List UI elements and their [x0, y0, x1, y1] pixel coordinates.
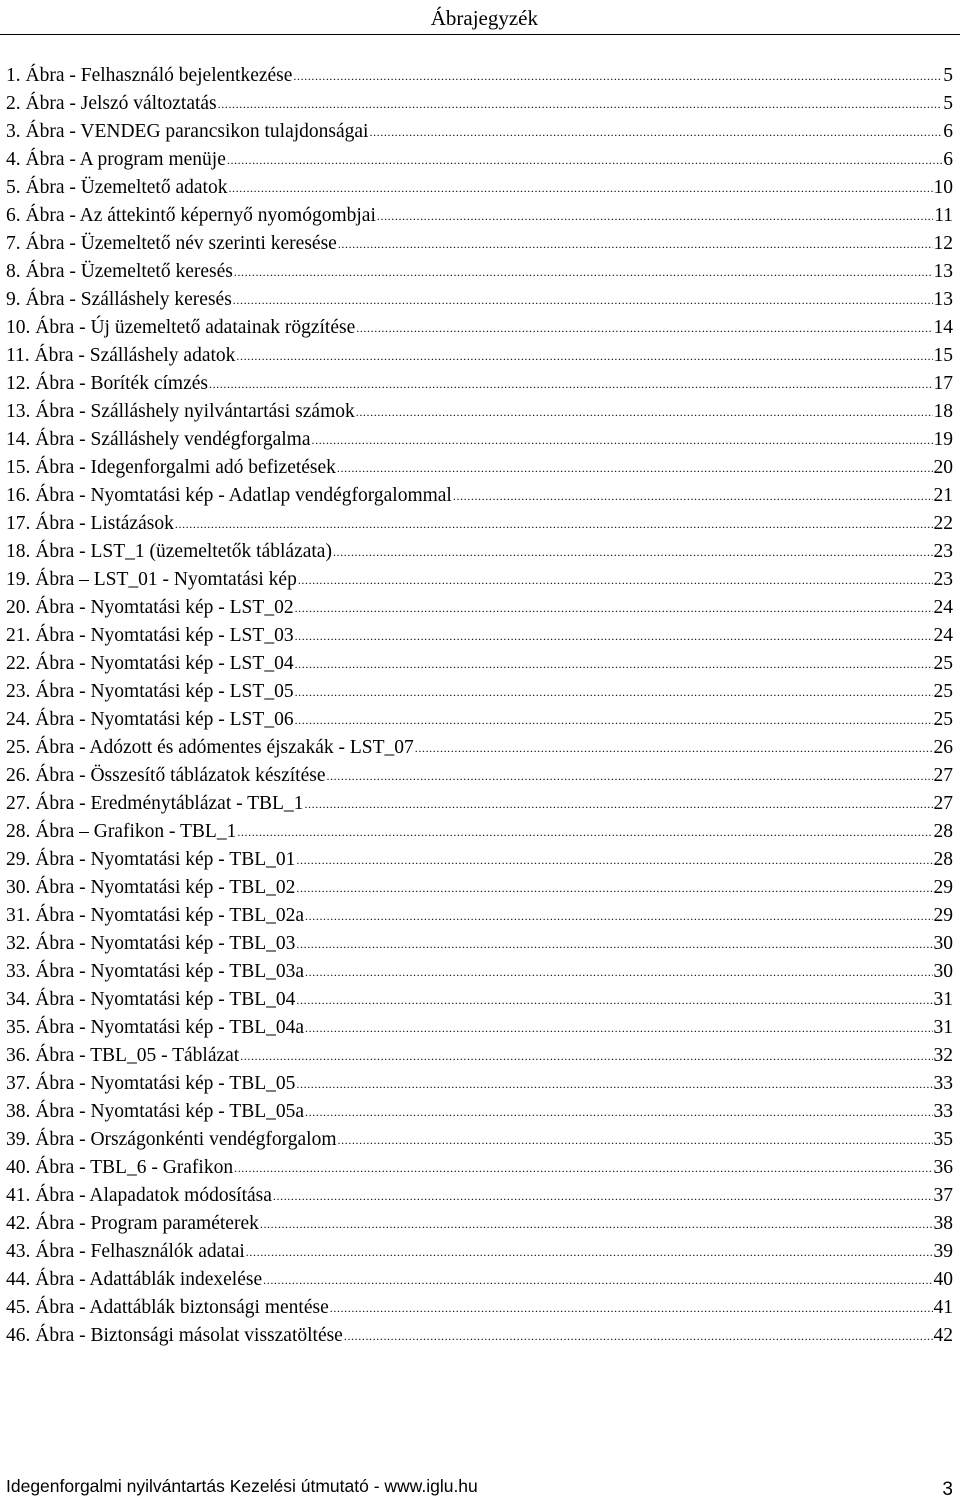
toc-dot-leader [295, 706, 933, 734]
toc-entry-page: 30 [933, 933, 953, 954]
toc-dot-leader [228, 174, 932, 202]
toc-entry-label: 13. Ábra - Szálláshely nyilvántartási számok [6, 401, 355, 422]
toc-entry-page: 37 [933, 1185, 953, 1206]
footer-page-number: 3 [942, 1479, 953, 1500]
table-of-figures [6, 62, 953, 1350]
toc-entry-page: 42 [933, 1325, 953, 1346]
toc-entry-label: 33. Ábra - Nyomtatási kép - TBL_03a [6, 961, 305, 982]
toc-dot-leader [296, 986, 932, 1014]
toc-entry-label: 10. Ábra - Új üzemeltető adatainak rögzítése [6, 317, 356, 338]
toc-entry-page: 27 [933, 765, 953, 786]
toc-dot-leader [298, 566, 933, 594]
toc-entry-page: 5 [943, 93, 953, 114]
toc-entry[interactable] [6, 622, 953, 650]
toc-dot-leader [273, 1182, 933, 1210]
toc-dot-leader [377, 202, 933, 230]
toc-entry[interactable] [6, 1070, 953, 1098]
toc-entry-page: 6 [943, 121, 953, 142]
toc-entry[interactable] [6, 1210, 953, 1238]
toc-entry-page: 32 [933, 1045, 953, 1066]
toc-entry-label: 45. Ábra - Adattáblák biztonsági mentése [6, 1297, 329, 1318]
toc-entry-page: 14 [933, 317, 953, 338]
toc-entry-label: 39. Ábra - Országonkénti vendégforgalom [6, 1129, 337, 1150]
toc-entry[interactable] [6, 846, 953, 874]
toc-entry-page: 31 [933, 989, 953, 1010]
toc-dot-leader [305, 1014, 932, 1042]
toc-entry-page: 12 [933, 233, 953, 254]
toc-dot-leader [369, 118, 942, 146]
toc-dot-leader [233, 286, 933, 314]
toc-dot-leader [338, 230, 933, 258]
toc-entry-page: 29 [933, 905, 953, 926]
toc-entry[interactable] [6, 230, 953, 258]
toc-entry[interactable] [6, 482, 953, 510]
toc-entry-label: 4. Ábra - A program menüje [6, 149, 226, 170]
toc-dot-leader [305, 902, 932, 930]
toc-dot-leader [333, 538, 933, 566]
toc-entry[interactable] [6, 650, 953, 678]
toc-dot-leader [453, 482, 933, 510]
toc-dot-leader [234, 258, 933, 286]
toc-entry-page: 38 [933, 1213, 953, 1234]
toc-entry-label: 11. Ábra - Szálláshely adatok [6, 345, 236, 366]
toc-dot-leader [296, 846, 932, 874]
toc-entry-page: 25 [933, 653, 953, 674]
toc-entry[interactable] [6, 1098, 953, 1126]
toc-entry-page: 5 [943, 65, 953, 86]
toc-entry[interactable] [6, 678, 953, 706]
toc-entry-page: 28 [933, 821, 953, 842]
toc-entry-page: 6 [943, 149, 953, 170]
toc-dot-leader [246, 1238, 933, 1266]
toc-entry-page: 22 [933, 513, 953, 534]
toc-entry[interactable] [6, 538, 953, 566]
toc-entry-label: 30. Ábra - Nyomtatási kép - TBL_02 [6, 877, 296, 898]
toc-entry-label: 36. Ábra - TBL_05 - Táblázat [6, 1045, 240, 1066]
toc-entry-label: 12. Ábra - Boríték címzés [6, 373, 208, 394]
toc-entry[interactable] [6, 1238, 953, 1266]
toc-dot-leader [218, 90, 943, 118]
toc-entry-page: 20 [933, 457, 953, 478]
toc-entry-label: 19. Ábra – LST_01 - Nyomtatási kép [6, 569, 297, 590]
toc-entry[interactable] [6, 90, 953, 118]
toc-entry[interactable] [6, 286, 953, 314]
toc-entry[interactable] [6, 566, 953, 594]
toc-entry-label: 26. Ábra - Összesítő táblázatok készítése [6, 765, 326, 786]
toc-entry-label: 25. Ábra - Adózott és adómentes éjszakák - LST_07 [6, 737, 414, 758]
toc-entry-page: 11 [934, 205, 953, 226]
toc-entry[interactable] [6, 874, 953, 902]
toc-entry-label: 5. Ábra - Üzemeltető adatok [6, 177, 228, 198]
toc-entry-label: 7. Ábra - Üzemeltető név szerinti keresése [6, 233, 337, 254]
toc-entry-label: 18. Ábra - LST_1 (üzemeltetők táblázata) [6, 541, 332, 562]
toc-entry-page: 33 [933, 1073, 953, 1094]
toc-entry[interactable] [6, 258, 953, 286]
toc-entry[interactable] [6, 958, 953, 986]
toc-entry-page: 25 [933, 709, 953, 730]
toc-entry-label: 24. Ábra - Nyomtatási kép - LST_06 [6, 709, 294, 730]
toc-entry-page: 17 [933, 373, 953, 394]
toc-entry[interactable] [6, 734, 953, 762]
toc-entry-label: 17. Ábra - Listázások [6, 513, 174, 534]
toc-entry-label: 46. Ábra - Biztonsági másolat visszatöltése [6, 1325, 343, 1346]
header-divider [0, 34, 960, 35]
toc-dot-leader [295, 650, 933, 678]
toc-entry-label: 28. Ábra – Grafikon - TBL_1 [6, 821, 237, 842]
toc-dot-leader [296, 930, 932, 958]
toc-dot-leader [227, 146, 942, 174]
toc-entry[interactable] [6, 398, 953, 426]
toc-entry-page: 36 [933, 1157, 953, 1178]
toc-entry-page: 19 [933, 429, 953, 450]
toc-dot-leader [338, 1126, 933, 1154]
toc-dot-leader [304, 790, 932, 818]
toc-entry-page: 18 [933, 401, 953, 422]
toc-entry[interactable] [6, 1294, 953, 1322]
toc-entry-page: 29 [933, 877, 953, 898]
toc-entry-label: 21. Ábra - Nyomtatási kép - LST_03 [6, 625, 294, 646]
toc-entry-page: 27 [933, 793, 953, 814]
toc-dot-leader [305, 958, 932, 986]
toc-dot-leader [344, 1322, 933, 1350]
toc-entry-label: 41. Ábra - Alapadatok módosítása [6, 1185, 272, 1206]
toc-entry[interactable] [6, 1126, 953, 1154]
toc-dot-leader [296, 1070, 932, 1098]
toc-entry-page: 31 [933, 1017, 953, 1038]
toc-entry-label: 14. Ábra - Szálláshely vendégforgalma [6, 429, 311, 450]
toc-entry-label: 32. Ábra - Nyomtatási kép - TBL_03 [6, 933, 296, 954]
toc-dot-leader [237, 818, 932, 846]
toc-dot-leader [236, 342, 932, 370]
toc-entry-label: 34. Ábra - Nyomtatási kép - TBL_04 [6, 989, 296, 1010]
toc-entry[interactable] [6, 314, 953, 342]
toc-entry-page: 40 [933, 1269, 953, 1290]
toc-entry-label: 16. Ábra - Nyomtatási kép - Adatlap vendégforgalommal [6, 485, 452, 506]
toc-dot-leader [175, 510, 933, 538]
toc-entry-label: 29. Ábra - Nyomtatási kép - TBL_01 [6, 849, 296, 870]
toc-dot-leader [263, 1266, 932, 1294]
toc-dot-leader [295, 678, 933, 706]
toc-entry-label: 3. Ábra - VENDEG parancsikon tulajdonságai [6, 121, 369, 142]
toc-dot-leader [295, 622, 933, 650]
toc-dot-leader [260, 1210, 933, 1238]
toc-dot-leader [296, 874, 932, 902]
toc-entry[interactable] [6, 1182, 953, 1210]
toc-entry[interactable] [6, 426, 953, 454]
toc-dot-leader [295, 594, 933, 622]
toc-entry[interactable] [6, 594, 953, 622]
toc-entry-page: 35 [933, 1129, 953, 1150]
toc-entry[interactable] [6, 818, 953, 846]
toc-entry[interactable] [6, 1014, 953, 1042]
toc-entry-page: 25 [933, 681, 953, 702]
toc-dot-leader [240, 1042, 932, 1070]
toc-entry[interactable] [6, 1042, 953, 1070]
toc-entry[interactable] [6, 62, 953, 90]
toc-entry-page: 41 [933, 1297, 953, 1318]
toc-dot-leader [415, 734, 933, 762]
toc-entry[interactable] [6, 202, 953, 230]
toc-entry-label: 38. Ábra - Nyomtatási kép - TBL_05a [6, 1101, 305, 1122]
footer-text: Idegenforgalmi nyilvántartás Kezelési útmutató - www.iglu.hu [6, 1476, 478, 1496]
toc-dot-leader [209, 370, 933, 398]
toc-entry-label: 1. Ábra - Felhasználó bejelentkezése [6, 65, 293, 86]
toc-entry[interactable] [6, 930, 953, 958]
toc-entry[interactable] [6, 118, 953, 146]
toc-entry-label: 44. Ábra - Adattáblák indexelése [6, 1269, 263, 1290]
toc-dot-leader [356, 314, 932, 342]
toc-entry-label: 6. Ábra - Az áttekintő képernyő nyomógombjai [6, 205, 376, 226]
toc-entry[interactable] [6, 342, 953, 370]
toc-dot-leader [330, 1294, 933, 1322]
toc-entry-label: 9. Ábra - Szálláshely keresés [6, 289, 232, 310]
toc-dot-leader [293, 62, 942, 90]
toc-entry-label: 20. Ábra - Nyomtatási kép - LST_02 [6, 597, 294, 618]
toc-entry-page: 39 [933, 1241, 953, 1262]
toc-entry[interactable] [6, 146, 953, 174]
toc-entry-label: 15. Ábra - Idegenforgalmi adó befizetések [6, 457, 336, 478]
toc-entry[interactable] [6, 454, 953, 482]
toc-dot-leader [326, 762, 932, 790]
toc-entry-label: 27. Ábra - Eredménytáblázat - TBL_1 [6, 793, 304, 814]
toc-entry-page: 23 [933, 541, 953, 562]
toc-entry[interactable] [6, 706, 953, 734]
toc-entry-label: 31. Ábra - Nyomtatási kép - TBL_02a [6, 905, 305, 926]
toc-entry-page: 15 [933, 345, 953, 366]
toc-entry-label: 37. Ábra - Nyomtatási kép - TBL_05 [6, 1073, 296, 1094]
toc-entry-page: 13 [933, 289, 953, 310]
toc-entry-label: 40. Ábra - TBL_6 - Grafikon [6, 1157, 234, 1178]
toc-entry-page: 26 [933, 737, 953, 758]
toc-entry[interactable] [6, 510, 953, 538]
header-title: Ábrajegyzék [430, 6, 538, 30]
toc-entry-page: 30 [933, 961, 953, 982]
toc-entry[interactable] [6, 174, 953, 202]
toc-entry-page: 24 [933, 625, 953, 646]
toc-entry[interactable] [6, 1266, 953, 1294]
toc-entry[interactable] [6, 762, 953, 790]
toc-entry-page: 28 [933, 849, 953, 870]
toc-entry-label: 23. Ábra - Nyomtatási kép - LST_05 [6, 681, 294, 702]
toc-dot-leader [312, 426, 933, 454]
toc-entry[interactable] [6, 370, 953, 398]
toc-dot-leader [356, 398, 933, 426]
toc-entry-label: 43. Ábra - Felhasználók adatai [6, 1241, 245, 1262]
toc-dot-leader [305, 1098, 932, 1126]
toc-entry-page: 13 [933, 261, 953, 282]
toc-dot-leader [337, 454, 933, 482]
toc-entry-label: 35. Ábra - Nyomtatási kép - TBL_04a [6, 1017, 305, 1038]
toc-entry[interactable] [6, 986, 953, 1014]
toc-dot-leader [234, 1154, 932, 1182]
toc-entry-label: 22. Ábra - Nyomtatási kép - LST_04 [6, 653, 294, 674]
toc-entry-label: 8. Ábra - Üzemeltető keresés [6, 261, 233, 282]
toc-entry-page: 21 [933, 485, 953, 506]
toc-entry-page: 23 [933, 569, 953, 590]
toc-entry[interactable] [6, 790, 953, 818]
toc-entry-page: 24 [933, 597, 953, 618]
toc-entry-page: 33 [933, 1101, 953, 1122]
toc-entry-label: 42. Ábra - Program paraméterek [6, 1213, 259, 1234]
toc-entry[interactable] [6, 1154, 953, 1182]
toc-entry[interactable] [6, 902, 953, 930]
toc-entry-page: 10 [933, 177, 953, 198]
toc-entry[interactable] [6, 1322, 953, 1350]
toc-entry-label: 2. Ábra - Jelszó változtatás [6, 93, 217, 114]
